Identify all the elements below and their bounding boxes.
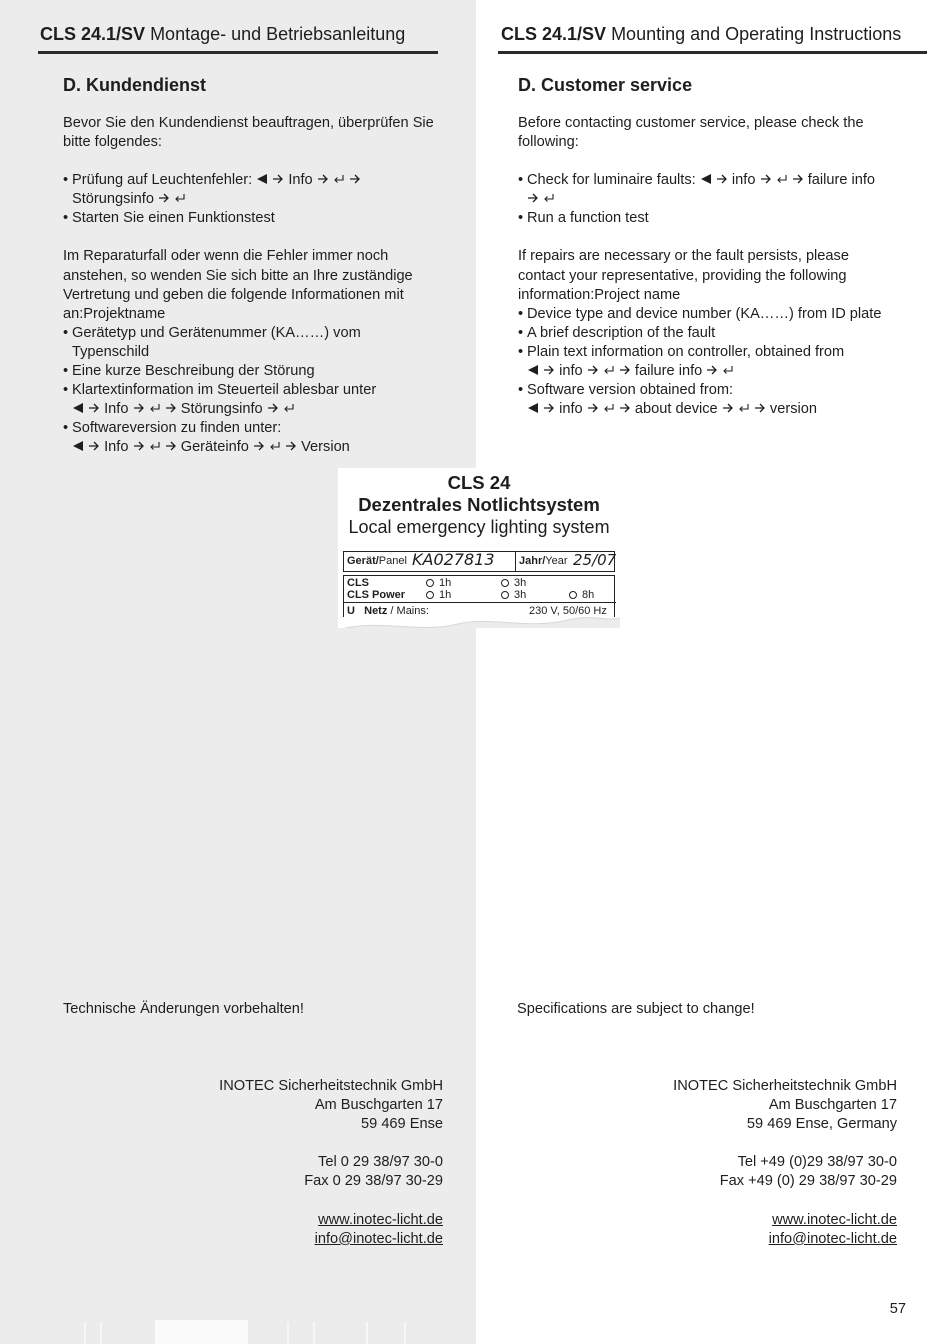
phone: Tel 0 29 38/97 30-0 [318, 1154, 443, 1171]
scan-artifact [84, 1322, 86, 1344]
scan-artifact [366, 1322, 368, 1344]
device-label-text: Panel [378, 555, 407, 567]
enter-icon [603, 364, 615, 376]
radio-circle-icon [501, 591, 509, 599]
company-name: INOTEC Sicherheitstechnik GmbH [219, 1078, 443, 1094]
menu-info: info [731, 172, 756, 189]
street: Am Buschgarten 17 [768, 1097, 897, 1114]
radio-circle-icon [501, 579, 509, 587]
arrow-right-icon [543, 402, 555, 414]
triangle-left-icon [72, 402, 84, 414]
text-line: following: [518, 134, 579, 151]
enter-icon [269, 440, 281, 452]
enter-icon [776, 173, 788, 185]
triangle-left-icon [256, 173, 268, 185]
text-line: information:Project name [518, 286, 681, 303]
nameplate-subtitle-en: Local emergency lighting system [348, 517, 610, 537]
list-item [63, 324, 463, 362]
enter-icon [283, 402, 295, 414]
arrow-right-icon [760, 173, 772, 185]
enter-icon [149, 402, 161, 414]
function-test-text: Run a function test [527, 210, 649, 227]
arrow-right-icon [133, 440, 145, 452]
mains-u: U [347, 605, 355, 617]
arrow-right-icon [267, 402, 279, 414]
option-label: 1h [439, 577, 452, 589]
arrow-right-icon [754, 402, 766, 414]
page-number: 57 [889, 1301, 906, 1317]
arrow-right-icon [88, 402, 100, 414]
email-link[interactable]: info@inotec-licht.de [314, 1230, 443, 1247]
address-block-de [63, 1077, 443, 1249]
option-label: 8h [582, 589, 595, 601]
text-line: A brief description of the fault [527, 324, 716, 341]
text-line: Vertretung und geben die folgende Informationen mit [63, 286, 404, 303]
list-item [63, 381, 463, 419]
text-line: If repairs are necessary or the fault persists, please [518, 248, 849, 265]
check-faults-label: Prüfung auf Leuchtenfehler: [72, 172, 253, 189]
intro-paragraph [63, 114, 463, 152]
row-cls: CLS [347, 577, 369, 589]
menu-version: Version [301, 439, 350, 456]
nameplate-title: CLS 24 [447, 472, 511, 493]
header-model: CLS 24.1/SV [40, 24, 146, 44]
arrow-right-icon [722, 402, 734, 414]
list-item [63, 362, 463, 381]
arrow-right-icon [619, 364, 631, 376]
enter-icon [174, 192, 186, 204]
enter-icon [738, 402, 750, 414]
nameplate-image [338, 468, 620, 628]
text-line: Bevor Sie den Kundendienst beauftragen, überprüfen Sie [63, 115, 434, 131]
arrow-right-icon [716, 173, 728, 185]
menu-version: version [769, 401, 817, 418]
enter-icon [149, 440, 161, 452]
enter-icon [722, 364, 734, 376]
info-list [63, 324, 463, 458]
arrow-right-icon [543, 364, 555, 376]
city: 59 469 Ense [361, 1116, 443, 1133]
email-link[interactable]: info@inotec-licht.de [768, 1230, 897, 1247]
text-line: anstehen, so wenden Sie sich bitte an Ihre zuständige [63, 267, 413, 284]
year-label-bold: Jahr/ [519, 555, 546, 567]
scan-artifact [313, 1322, 315, 1344]
menu-info: info [559, 401, 583, 418]
list-item [518, 305, 918, 324]
page-header-de [38, 24, 438, 54]
header-title: Montage- und Betriebsanleitung [150, 24, 406, 44]
enter-icon [543, 192, 555, 204]
header-model: CLS 24.1/SV [501, 24, 607, 44]
changes-note-de: Technische Änderungen vorbehalten! [63, 1001, 304, 1017]
radio-circle-icon [426, 579, 434, 587]
year-value: 25/07 [573, 551, 617, 569]
menu-info: Info [104, 401, 129, 418]
triangle-left-icon [72, 440, 84, 452]
divider [344, 602, 616, 603]
arrow-right-icon [253, 440, 265, 452]
torn-edge [338, 604, 620, 628]
arrow-right-icon [133, 402, 145, 414]
menu-info: Info [288, 172, 313, 189]
menu-info: info [559, 363, 583, 380]
list-item [63, 209, 463, 228]
radio-circle-icon [569, 591, 577, 599]
arrow-right-icon [587, 402, 599, 414]
website-link[interactable]: www.inotec-licht.de [318, 1211, 443, 1228]
arrow-right-icon [619, 402, 631, 414]
text-line: Gerätetyp und Gerätenummer (KA……) vom [72, 324, 361, 341]
menu-deviceinfo: Geräteinfo [180, 439, 249, 456]
text-line: Software version obtained from: [527, 382, 734, 399]
section-title: D. Customer service [518, 75, 693, 95]
radio-circle-icon [426, 591, 434, 599]
option-label: 1h [439, 589, 452, 601]
mains-value: 230 V, 50/60 Hz [529, 605, 607, 617]
info-list [518, 305, 918, 420]
option-3h [501, 577, 526, 589]
mains-label-bold: Netz [364, 605, 388, 617]
check-list [63, 171, 463, 228]
text-line: Klartextinformation im Steuerteil ablesbar unter [72, 382, 377, 399]
menu-failureinfo: failure info [634, 363, 703, 380]
menu-faultinfo: Störungsinfo [72, 191, 154, 208]
option-1h [426, 577, 451, 589]
arrow-right-icon [158, 192, 170, 204]
list-item [518, 381, 918, 419]
enter-icon [333, 173, 345, 185]
option-3h [501, 589, 526, 601]
fax: Fax +49 (0) 29 38/97 30-29 [719, 1173, 897, 1190]
nameplate-subtitle-de: Dezentrales Notlichtsystem [358, 494, 600, 515]
text-line: Plain text information on controller, obtained from [527, 343, 845, 360]
function-test-text: Starten Sie einen Funktionstest [72, 210, 275, 227]
text-line: an:Projektname [63, 305, 166, 322]
list-item [518, 324, 918, 343]
city: 59 469 Ense, Germany [746, 1116, 897, 1133]
text-line: contact your representative, providing the following [518, 267, 847, 284]
list-item [63, 171, 463, 209]
repair-paragraph [518, 247, 918, 304]
arrow-right-icon [792, 173, 804, 185]
text-line: Typenschild [72, 343, 150, 360]
list-item [518, 343, 918, 381]
arrow-right-icon [317, 173, 329, 185]
arrow-right-icon [165, 440, 177, 452]
text-line: Device type and device number (KA……) from ID plate [527, 305, 882, 322]
list-item [518, 171, 918, 209]
arrow-right-icon [706, 364, 718, 376]
german-column [63, 73, 463, 458]
intro-paragraph [518, 114, 918, 152]
scan-artifact [404, 1322, 406, 1344]
check-faults-label: Check for luminaire faults: [527, 172, 696, 189]
enter-icon [603, 402, 615, 414]
menu-faultinfo: Störungsinfo [180, 401, 263, 418]
list-item [63, 419, 463, 457]
option-label: 3h [514, 589, 527, 601]
row-cls-power: CLS Power [347, 589, 406, 601]
repair-paragraph [63, 247, 463, 323]
check-list [518, 171, 918, 228]
text-line: Softwareversion zu finden unter: [72, 420, 282, 437]
year-label [519, 555, 568, 567]
text-line: Eine kurze Beschreibung der Störung [72, 363, 315, 380]
changes-note-en: Specifications are subject to change! [517, 1001, 755, 1017]
device-label [347, 555, 407, 567]
menu-info: Info [104, 439, 129, 456]
menu-about-device: about device [634, 401, 718, 418]
arrow-right-icon [165, 402, 177, 414]
website-link[interactable]: www.inotec-licht.de [772, 1211, 897, 1228]
page-header-en [498, 24, 927, 54]
scan-artifact [155, 1320, 248, 1344]
arrow-right-icon [349, 173, 361, 185]
triangle-left-icon [527, 402, 539, 414]
section-title: D. Kundendienst [63, 75, 206, 95]
arrow-right-icon [88, 440, 100, 452]
nameplate-id-box [343, 551, 615, 572]
arrow-right-icon [587, 364, 599, 376]
menu-failureinfo: failure info [807, 172, 876, 189]
device-label-bold: Gerät/ [347, 555, 379, 567]
list-item [518, 209, 918, 228]
option-label: 3h [514, 577, 527, 589]
street: Am Buschgarten 17 [314, 1097, 443, 1114]
scan-artifact [287, 1322, 289, 1344]
scan-artifact [100, 1322, 102, 1344]
arrow-right-icon [285, 440, 297, 452]
option-1h [426, 589, 451, 601]
arrow-right-icon [527, 192, 539, 204]
text-line: Before contacting customer service, please check the [518, 115, 864, 131]
option-8h [569, 589, 594, 601]
triangle-left-icon [700, 173, 712, 185]
fax: Fax 0 29 38/97 30-29 [304, 1173, 443, 1190]
device-number: KA027813 [412, 550, 495, 569]
arrow-right-icon [272, 173, 284, 185]
header-title: Mounting and Operating Instructions [611, 24, 902, 44]
year-label-text: Year [545, 555, 568, 567]
address-block-en [517, 1077, 897, 1249]
mains-label: / Mains: [387, 605, 429, 617]
text-line: bitte folgendes: [63, 134, 162, 151]
text-line: Im Reparaturfall oder wenn die Fehler immer noch [63, 248, 389, 265]
company-name: INOTEC Sicherheitstechnik GmbH [673, 1078, 897, 1094]
triangle-left-icon [527, 364, 539, 376]
english-column [518, 73, 918, 419]
divider [515, 552, 516, 571]
phone: Tel +49 (0)29 38/97 30-0 [737, 1154, 897, 1171]
